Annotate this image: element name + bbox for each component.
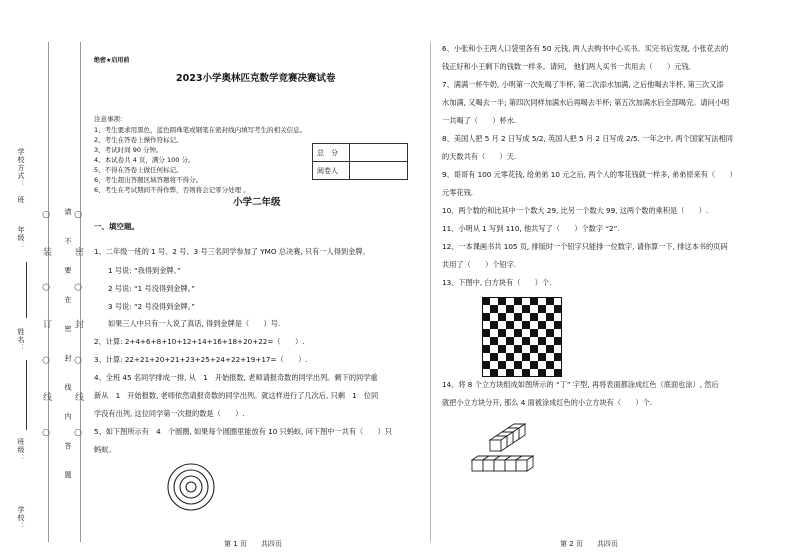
- black-square: [538, 321, 546, 329]
- secret-mark: 绝密★启用前: [94, 57, 130, 64]
- notice-heading: 注意事项:: [94, 115, 123, 123]
- black-square: [538, 305, 546, 313]
- black-square: [530, 313, 538, 321]
- question-12-line2: 共用了（ ）个铅字.: [442, 260, 517, 269]
- black-square: [514, 329, 522, 337]
- section-heading: 一、填空题。: [94, 222, 139, 231]
- black-square: [522, 353, 530, 361]
- question-7-line1: 7、满满一杯牛奶, 小明第一次先喝了半杯, 第二次添水加满, 之后他喝去半杯, 第三次又添: [442, 80, 724, 89]
- question-5-line1: 5、如下图所示有 4 个圆圈, 如果每个圆圈里能放有 10 只蚂蚁, 问下图中一共有（ ）只: [94, 427, 392, 436]
- grader-cell[interactable]: [350, 162, 408, 180]
- class-underline: [26, 360, 27, 430]
- black-square: [554, 369, 562, 377]
- label-contact: 学校方式：: [17, 148, 25, 188]
- black-square: [498, 345, 506, 353]
- notice-item: 2、考生在答卷上操作符标记。: [94, 136, 183, 144]
- black-square: [482, 345, 490, 353]
- question-14-line1: 14、将 8 个立方块组成如图所示的 “丁” 字型, 再将表面都涂成红色（底面也涂）, 然后: [442, 380, 719, 389]
- black-square: [482, 329, 490, 337]
- black-square: [490, 321, 498, 329]
- black-square: [530, 345, 538, 353]
- label-grade: 年级：: [17, 226, 25, 250]
- question-11: 11、小明从 1 写到 110, 他共写了（ ）个数字 “2”.: [442, 224, 620, 233]
- black-square: [506, 369, 514, 377]
- question-2: 2、计算: 2+4+6+8+10+12+14+16+18+20+22=（ ）.: [94, 337, 305, 346]
- black-square: [506, 337, 514, 345]
- black-square: [506, 353, 514, 361]
- question-14-line2: 就把小立方块分开, 那么 4 面被涂成红色的小立方块有（ ）个.: [442, 398, 653, 407]
- notice-item: 6、考生在考试期间不得作弊，否则将会记零分处理 。: [94, 186, 250, 194]
- question-12-line1: 12、一本课画书共 105 页, 排版时一个铅字只能排一位数字, 请你算一下, 排这本书的页码: [442, 242, 728, 251]
- label-name: 姓名：: [17, 328, 25, 352]
- question-9-line2: 元零花钱.: [442, 188, 474, 197]
- black-square: [506, 305, 514, 313]
- black-square: [530, 297, 538, 305]
- question-5-line2: 蚂蚁。: [94, 445, 116, 454]
- black-square: [522, 321, 530, 329]
- black-square: [498, 297, 506, 305]
- black-square: [506, 321, 514, 329]
- label-ban: 班: [17, 196, 25, 204]
- q1-statement-a: 1 号说: “我得到金牌。”: [108, 266, 181, 275]
- question-8-line2: 的天数共有（ ）天.: [442, 152, 517, 161]
- black-square: [482, 297, 490, 305]
- question-6-line2: 钱正好和小王剩下的钱数一样多。请问, 他们两人买书一共用去（ ）元钱.: [442, 62, 691, 71]
- label-school: 学校：: [17, 506, 25, 530]
- score-table: [312, 143, 408, 180]
- black-square: [538, 369, 546, 377]
- black-square: [554, 305, 562, 313]
- black-square: [514, 345, 522, 353]
- circle-third: [180, 476, 202, 498]
- black-square: [482, 313, 490, 321]
- t-shape-cubes-figure: [462, 416, 562, 478]
- black-square: [546, 345, 554, 353]
- question-9-line1: 9、哥哥有 100 元零花钱, 给弟弟 10 元之后, 两个人的零花钱就一样多, 弟弟原来有（ ）: [442, 170, 737, 179]
- black-square: [482, 361, 490, 369]
- black-square: [498, 361, 506, 369]
- cube-front-face: [494, 460, 505, 471]
- q1-statement-b: 2 号说: “1 号没得到金牌。”: [108, 284, 195, 293]
- name-underline: [26, 262, 27, 318]
- cube-front-face: [472, 460, 483, 471]
- q1-statement-c: 3 号说: “2 号没得到金牌。”: [108, 302, 195, 311]
- question-4-line1: 4、全班 45 名同学排成一排, 从 1 开始报数, 老师请报奇数的同学出列。剩下的同学重: [94, 373, 378, 382]
- circle-inner: [186, 482, 196, 492]
- black-square: [538, 337, 546, 345]
- black-square: [530, 361, 538, 369]
- page-divider: [430, 42, 431, 542]
- black-square: [514, 297, 522, 305]
- score-total-cell[interactable]: [350, 144, 408, 162]
- notice-item: 4、本试卷共 4 页，满分 100 分。: [94, 156, 195, 164]
- cube-front-face: [505, 460, 516, 471]
- black-square: [490, 369, 498, 377]
- question-1: 1、二年级一班的 1 号、2 号、3 号三名同学参加了 YMO 总决赛, 只有一人得到金牌。: [94, 247, 370, 256]
- black-square: [546, 329, 554, 337]
- black-square: [514, 361, 522, 369]
- page-footer-left: 第 1 页 共四页: [224, 540, 282, 548]
- label-class: 班级：: [17, 438, 25, 462]
- black-square: [490, 337, 498, 345]
- black-square: [498, 313, 506, 321]
- black-square: [554, 337, 562, 345]
- question-10: 10、两个数的和比其中一个数大 29, 比另一个数大 99, 这两个数的乘积是（ ）.: [442, 206, 709, 215]
- question-13: 13、下图中, 白方块有（ ）个.: [442, 278, 552, 287]
- black-square: [514, 313, 522, 321]
- question-7-line2: 水加满, 又喝去一半; 第四次同样加满水后再喝去半杯; 第五次加满水后全部喝完。请问小明: [442, 98, 730, 107]
- q1-question: 如果三人中只有一人说了真话, 得到金牌是（ ）号.: [108, 319, 281, 328]
- question-4-line2: 新从 1 开始报数, 老师依然请报奇数的同学出列。就这样进行了几次后, 只剩 1 位同: [94, 391, 379, 400]
- score-total-label: 总 分: [313, 144, 350, 162]
- cube-front-face: [483, 460, 494, 471]
- cube-front-face: [516, 460, 527, 471]
- warning-text: 请 不 要 在 密 封 线 内 答 题: [64, 208, 72, 489]
- black-square: [554, 353, 562, 361]
- concentric-circles-figure: [166, 462, 216, 512]
- black-square: [546, 313, 554, 321]
- cube-front-face: [490, 440, 501, 451]
- black-square: [530, 329, 538, 337]
- black-square: [522, 305, 530, 313]
- black-square: [546, 361, 554, 369]
- black-square: [490, 353, 498, 361]
- page-footer-right: 第 2 页 共四页: [560, 540, 618, 548]
- black-square: [546, 297, 554, 305]
- seal-line-text: ○ 装 ○ 订 ○ 线 ○: [41, 210, 51, 451]
- black-square: [554, 321, 562, 329]
- grade-heading: 小学二年级: [233, 197, 281, 208]
- question-3: 3、计算: 22+21+20+21+23+25+24+22+19+17=（ ）.: [94, 355, 308, 364]
- black-square: [538, 353, 546, 361]
- notice-item: 6、考生超出答题区域答题将不得分。: [94, 176, 203, 184]
- question-4-line3: 学没有出列, 这位同学第一次报的数是（ ）.: [94, 409, 245, 418]
- notice-item: 5、不得在答卷上做任何标记。: [94, 166, 183, 174]
- notice-item: 1、考生要求用黑色，蓝色圆珠笔或钢笔在密封线内填写考生的相关信息。: [94, 126, 307, 134]
- notice-item: 3、考试时间 90 分钟。: [94, 146, 163, 154]
- question-6-line1: 6、小张和小王两人口袋里各有 50 元钱, 两人去购书中心买书。买完书后发现, 小张花去的: [442, 44, 729, 53]
- seal-line-inner-text: ○ 密 ○ 封 ○ 线 ○: [73, 210, 83, 451]
- black-square: [498, 329, 506, 337]
- grader-label: 阅卷人: [313, 162, 350, 180]
- exam-title: 2023小学奥林匹克数学竞赛决赛试卷: [176, 73, 336, 84]
- question-8-line1: 8、美国人把 5 月 2 日写成 5/2, 英国人把 5 月 2 日写成 2/5. 一年之中, 两个国家写法相同: [442, 134, 733, 143]
- black-square: [522, 369, 530, 377]
- checkerboard-figure: [482, 297, 562, 377]
- circle-outer: [168, 464, 214, 510]
- circle-second: [174, 470, 208, 504]
- black-square: [490, 305, 498, 313]
- black-square: [522, 337, 530, 345]
- question-7-line3: 一共喝了（ ）杯水.: [442, 116, 517, 125]
